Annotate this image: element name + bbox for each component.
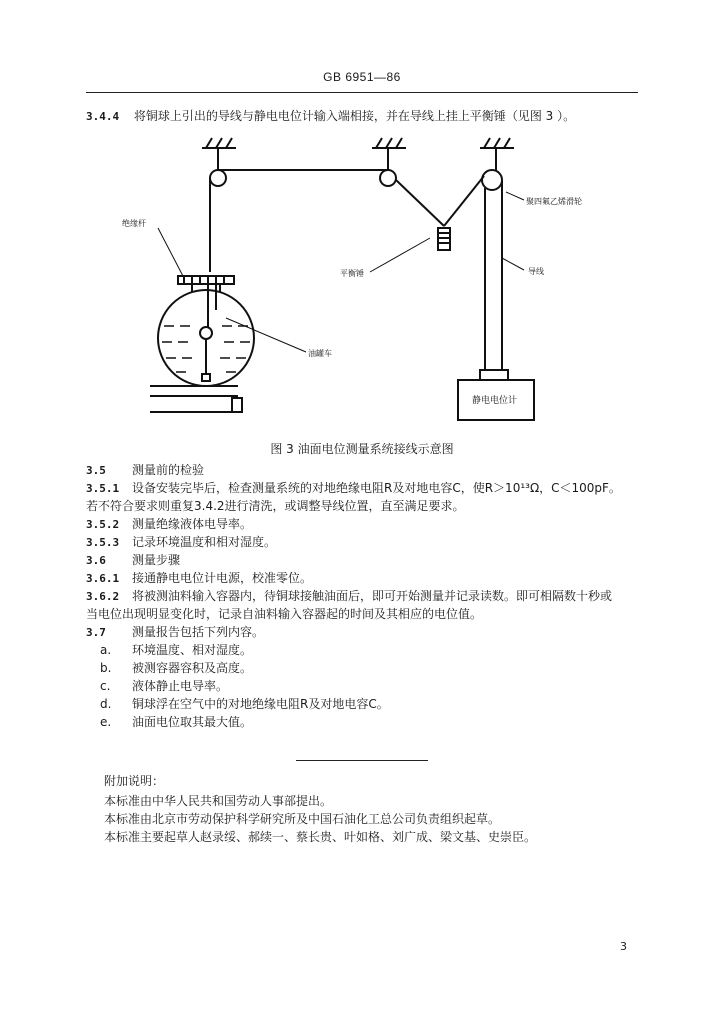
- list-marker: e.: [100, 715, 112, 729]
- clause-text: 测量绝缘液体电导率。: [132, 517, 253, 531]
- clause-number: 3.6: [86, 554, 106, 567]
- figure-caption: 图 3 油面电位测量系统接线示意图: [270, 442, 454, 456]
- clause-text: 设备安装完毕后，检查测量系统的对地绝缘电阻R及对地电容C，使R＞10¹³Ω，C＜100pF。: [132, 481, 621, 495]
- page-number: 3: [620, 940, 627, 953]
- label-wire: 导线: [528, 267, 544, 276]
- list-text: 油面电位取其最大值。: [132, 715, 253, 729]
- list-item: [100, 713, 252, 731]
- header-rule: [86, 92, 638, 93]
- notes-line: 本标准由中华人民共和国劳动人事部提出。: [104, 794, 333, 808]
- notes-title: 附加说明：: [104, 774, 165, 788]
- figure-3-wiring-diagram: [122, 140, 610, 430]
- separator-rule: [296, 760, 428, 761]
- clause-number: 3.6.1: [86, 572, 120, 585]
- tank-base: [150, 386, 242, 412]
- label-pulley: 聚四氟乙烯滑轮: [526, 197, 582, 206]
- insulating-rod-cap: [178, 276, 234, 284]
- notes-line: 本标准主要起草人赵录绥、郝续一、蔡长贵、叶如格、刘广成、梁文基、史崇臣。: [104, 830, 537, 844]
- clause-text: 接通静电电位计电源，校准零位。: [132, 571, 313, 585]
- clause-text: 将被测油料输入容器内，待铜球接触油面后，即可开始测量并记录读数。即可相隔数十秒或: [132, 589, 613, 603]
- ceiling-support-right: [480, 138, 514, 170]
- notes-line: 本标准由北京市劳动保护科学研究所及中国石油化工总公司负责组织起草。: [104, 812, 501, 826]
- list-marker: c.: [100, 679, 111, 693]
- section-line: [86, 461, 204, 480]
- label-container: 油罐车: [308, 349, 332, 358]
- clause-number: 3.5.3: [86, 536, 120, 549]
- clause-3-4-4: [86, 107, 575, 126]
- pulley-left: [210, 170, 226, 186]
- list-marker: a.: [100, 643, 112, 657]
- list-text: 环境温度、相对湿度。: [132, 643, 253, 657]
- list-item: [100, 641, 252, 659]
- section-line: [86, 569, 312, 588]
- list-marker: b.: [100, 661, 112, 675]
- list-item: [100, 695, 389, 713]
- clause-text: 将铜球上引出的导线与静电电位计输入端相接，并在导线上挂上平衡锤（见图 3 ）。: [133, 109, 576, 123]
- section-line: [86, 605, 482, 623]
- clause-text: 测量报告包括下列内容。: [132, 625, 265, 639]
- label-counterweight: 平衡锤: [340, 269, 364, 278]
- section-line: [86, 623, 264, 642]
- clause-number: 3.7: [86, 626, 106, 639]
- clause-text: 当电位出现明显变化时，记录自油料输入容器起的时间及其相应的电位值。: [86, 607, 483, 621]
- clause-number: 3.5.1: [86, 482, 120, 495]
- clause-number: 3.5.2: [86, 518, 120, 531]
- section-line: [86, 587, 612, 606]
- pulley-middle: [380, 170, 396, 186]
- list-text: 被测容器容积及高度。: [132, 661, 253, 675]
- tank-vessel: [158, 284, 254, 386]
- list-text: 液体静止电导率。: [132, 679, 229, 693]
- section-line: [86, 551, 180, 570]
- list-item: [100, 677, 228, 695]
- clause-text: 若不符合要求则重复3.4.2进行清洗，或调整导线位置，直至满足要求。: [86, 499, 465, 513]
- section-line: [86, 533, 276, 552]
- clause-number: 3.6.2: [86, 590, 120, 603]
- label-meter: 静电电位计: [472, 396, 518, 406]
- list-item: [100, 659, 252, 677]
- clause-number: 3.5: [86, 464, 106, 477]
- ceiling-support-left: [202, 138, 236, 170]
- list-marker: d.: [100, 697, 112, 711]
- pulley-right: [482, 170, 502, 190]
- electrostatic-voltmeter: [458, 370, 534, 420]
- list-text: 铜球浮在空气中的对地绝缘电阻R及对地电容C。: [132, 697, 389, 711]
- ceiling-support-middle: [372, 138, 406, 170]
- section-line: [86, 479, 621, 498]
- clause-text: 记录环境温度和相对湿度。: [132, 535, 277, 549]
- label-insulating-rod: 绝缘杆: [122, 219, 146, 228]
- standard-header: GB 6951—86: [323, 70, 401, 84]
- clause-number: 3.4.4: [86, 110, 120, 123]
- clause-text: 测量前的检验: [132, 463, 205, 477]
- section-line: [86, 515, 252, 534]
- clause-text: 测量步骤: [132, 553, 181, 567]
- counterweight: [438, 228, 450, 250]
- section-line: [86, 497, 465, 515]
